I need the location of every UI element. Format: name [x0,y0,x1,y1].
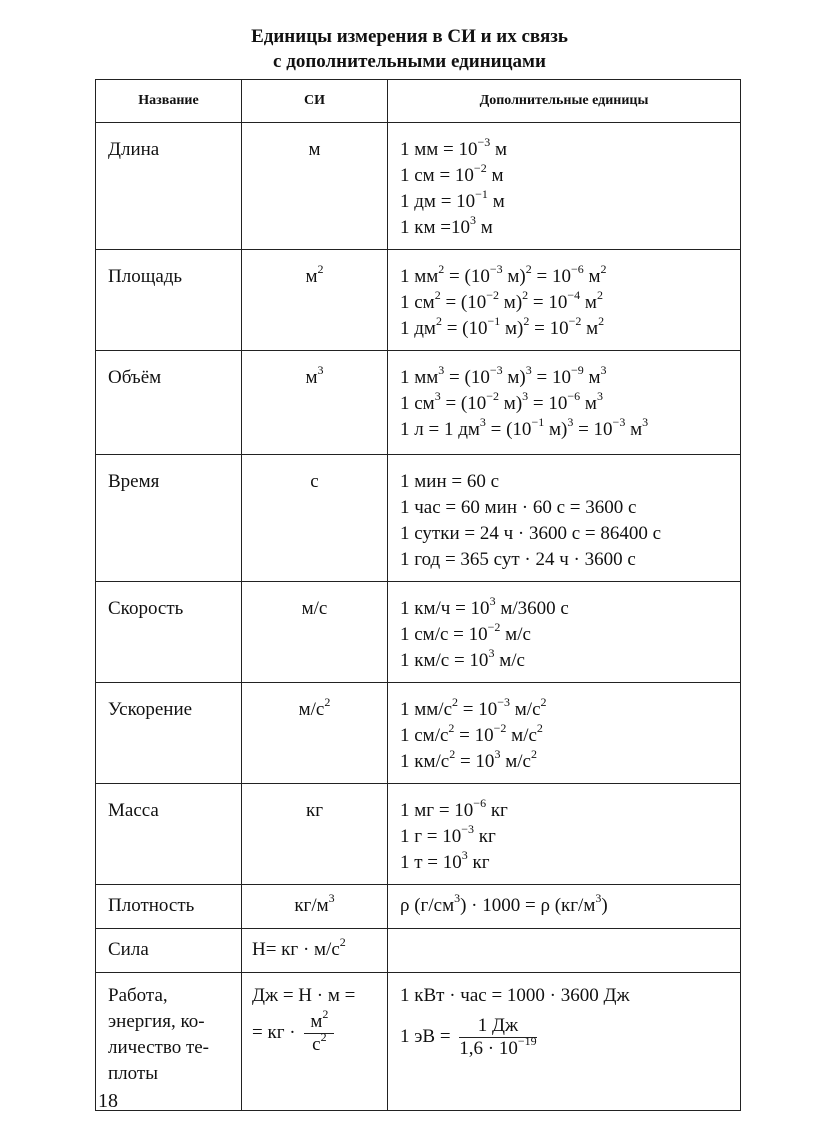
table-row [96,250,741,351]
extra-line: 1 час = 60 мин · 60 с = 3600 с [400,497,637,518]
row-name-line: Работа, [108,985,168,1006]
si-work-line: Дж = Н · м = [252,985,356,1006]
row-name: Площадь [96,250,242,351]
row-extra-units [388,582,741,683]
extra-line: 1 $см^2 = (10^{-2}$ $м)^2 = 10^{-4}$ $м^2$ [400,287,603,313]
row-name: Длина [96,123,242,250]
row-extra-units [388,929,741,973]
row-si-unit: кг [242,784,388,885]
si-work-formula [252,1006,387,1056]
extra-line: 1 мм = $10^{-3}$ м [400,134,508,160]
extra-line: 1 $см/с = 10^{-2}$ м/с [400,619,531,645]
extra-line: 1 $км/с^2 = 10^3$ $м/с^2$ [400,746,537,772]
row-si-unit: с [242,455,388,582]
extra-line: 1 сутки = 24 ч · 3600 с = 86400 с [400,523,662,544]
row-si-unit: $м^2$ [242,250,388,351]
row-si-unit: $кг/м^3$ [242,885,388,929]
row-si-unit: м/с [242,582,388,683]
fraction-denominator: $1,6 \cdot 10^{-19}$ [459,1033,537,1059]
extra-line: 1 $мм/с^2 = 10^{-3}$ $м/с^2$ [400,694,547,720]
table-row [96,929,741,973]
extra-line: 1 $см/с^2 = 10^{-2}$ $м/с^2$ [400,720,543,746]
row-si-unit: Н= кг · $м/с^2$ [242,929,388,973]
row-name-line: личество те- [108,1037,210,1058]
table-row [96,885,741,929]
extra-line: 1 $г = 10^{-3}$ кг [400,821,496,847]
row-si-unit: $м^3$ [242,351,388,455]
page-title [0,24,819,74]
title-line-1: Единицы измерения в СИ и их связь [251,26,568,47]
extra-line: 1 $дм^2 = (10^{-1}$ $м)^2 = 10^{-2}$ $м^2$ [400,313,605,339]
table-row [96,784,741,885]
fraction-numerator: $м^2$ [304,1011,334,1034]
table-row [96,123,741,250]
row-name-line: плоты [108,1063,158,1084]
row-extra-units [388,351,741,455]
row-name: Скорость [96,582,242,683]
row-extra-units [388,885,741,929]
extra-line: 1 $т = 10^3$ кг [400,847,490,873]
extra-line: 1 $км/ч = 10^3$ м/3600 с [400,593,569,619]
extra-line: 1 км $=10^3$ м [400,212,493,238]
extra-line: 1 кВт · час = 1000 · 3600 Дж [400,985,630,1006]
ev-prefix: 1 эВ = [400,1025,451,1047]
table-row [96,973,741,1111]
table-row [96,683,741,784]
extra-line: 1 мин = 60 с [400,471,500,492]
row-name: Ускорение [96,683,242,784]
title-line-2: с дополнительными единицами [273,51,546,72]
row-si-unit: м [242,123,388,250]
ev-fraction [459,1015,536,1060]
extra-line: 1 дм = $10^{-1}$ м [400,186,505,212]
row-extra-units [388,123,741,250]
ev-formula [400,1015,740,1060]
row-name-line: энергия, ко- [108,1011,205,1032]
row-si-unit [242,973,388,1111]
header-si: СИ [242,80,388,123]
table-row [96,582,741,683]
extra-line: 1 год = 365 сут · 24 ч · 3600 с [400,549,636,570]
fraction-numerator: 1 Дж [459,1015,536,1038]
extra-line: 1 $см^3 = (10^{-2}$ $м)^3 = 10^{-6}$ $м^3$ [400,388,603,414]
row-extra-units [388,683,741,784]
extra-line: ρ $(г/см^3) \cdot 1000 = \rho$ $(кг/м^3)$ [400,890,608,916]
row-name: Сила [96,929,242,973]
row-extra-units [388,250,741,351]
row-name: Масса [96,784,242,885]
page-number: 18 [98,1090,118,1112]
row-extra-units [388,784,741,885]
units-table [95,79,741,1111]
extra-line: 1 л = 1 $дм^3 = (10^{-1}$ $м)^3 = 10^{-3}$ $м^3$ [400,414,649,440]
extra-line: 1 $км/с = 10^3$ м/с [400,645,525,671]
fraction-denominator: $с^2$ [312,1029,327,1055]
si-work-prefix: = кг · [252,1021,296,1043]
extra-line: 1 $мм^2 = (10^{-3}$ $м)^2 = 10^{-6}$ $м^2$ [400,261,607,287]
row-si-unit: $м/с^2$ [242,683,388,784]
row-name: Плотность [96,885,242,929]
extra-line: 1 мг = $10^{-6}$ кг [400,795,508,821]
extra-line: 1 см = $10^{-2}$ м [400,160,504,186]
table-row [96,351,741,455]
row-extra-units [388,455,741,582]
row-extra-units [388,973,741,1111]
si-work-fraction [304,1006,334,1056]
header-name: Название [96,80,242,123]
table-header-row [96,80,741,123]
extra-line: 1 $мм^3 = (10^{-3}$ $м)^3 = 10^{-9}$ $м^3$ [400,362,607,388]
row-name: Объём [96,351,242,455]
table-row [96,455,741,582]
row-name: Время [96,455,242,582]
header-extra: Дополнительные единицы [388,80,741,123]
